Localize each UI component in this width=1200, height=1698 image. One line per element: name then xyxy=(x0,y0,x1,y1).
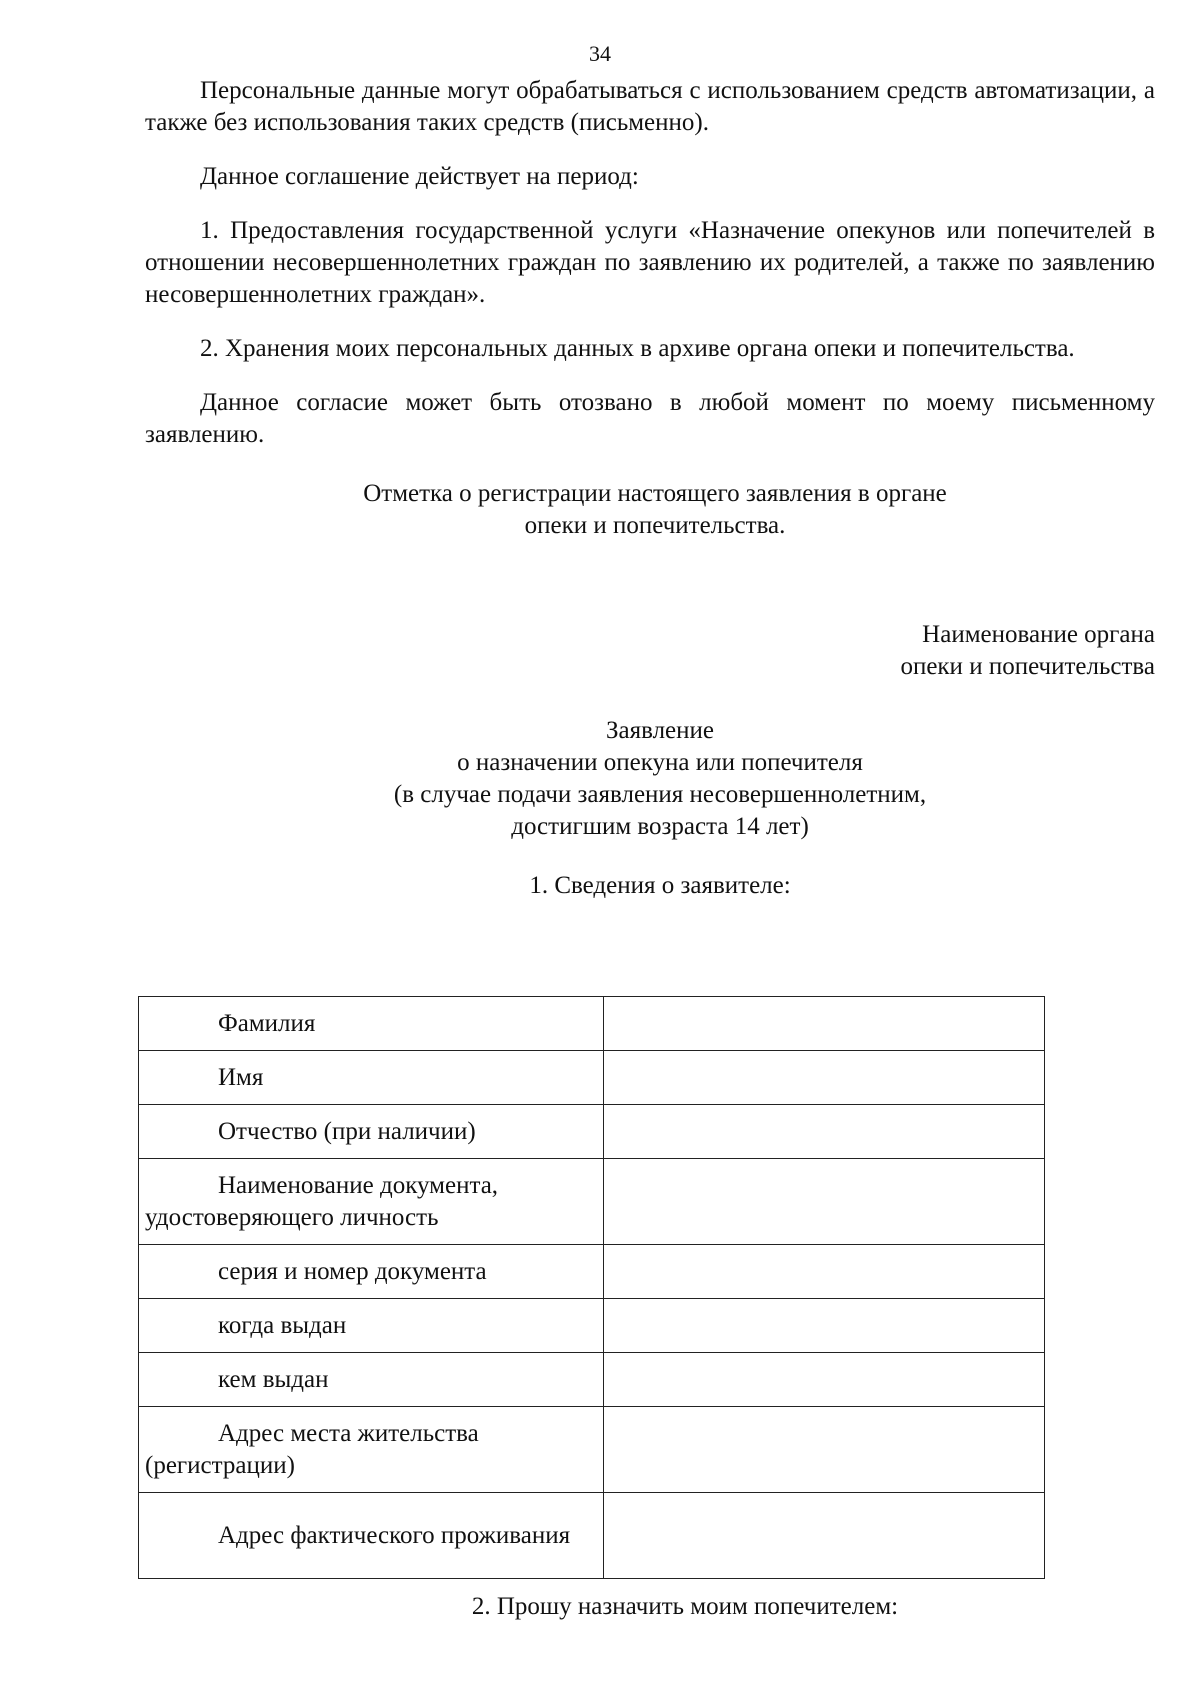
row-value-patronymic[interactable] xyxy=(604,1105,1045,1159)
row-label-issued-by: кем выдан xyxy=(139,1353,604,1407)
paragraph-archive: 2. Хранения моих персональных данных в архиве органа опеки и попечительства. xyxy=(200,335,1075,362)
paragraph-service: 1. Предоставления государственной услуги «Назначение опекунов или попечителей в отношении несовершеннолетних граждан по заявлению их родителей, а также по заявлению несовершеннолетних граждан». xyxy=(145,217,1155,308)
addressee-line-2: опеки и попечительства xyxy=(900,653,1155,680)
application-title-line-4: достигшим возраста 14 лет) xyxy=(511,813,809,840)
registration-note xyxy=(145,478,1155,542)
row-value-name[interactable] xyxy=(604,1051,1045,1105)
row-value-registration-address[interactable] xyxy=(604,1407,1045,1493)
table-row xyxy=(139,1105,1045,1159)
row-label-actual-address: Адрес фактического проживания xyxy=(139,1493,604,1579)
table-row xyxy=(139,1051,1045,1105)
section-1-title: 1. Сведения о заявителе: xyxy=(529,872,791,899)
page-number: 34 xyxy=(589,41,611,66)
paragraph-processing: Персональные данные могут обрабатываться с использованием средств автоматизации, а также без использования таких средств (письменно). xyxy=(145,77,1155,136)
paragraph-period: Данное соглашение действует на период: xyxy=(200,163,639,190)
application-title-line-2: о назначении опекуна или попечителя xyxy=(457,749,863,776)
addressee-block xyxy=(145,619,1155,683)
table-row xyxy=(139,1407,1045,1493)
table-row xyxy=(139,997,1045,1051)
registration-note-line-2: опеки и попечительства. xyxy=(524,512,786,539)
paragraph-revocation: Данное согласие может быть отозвано в любой момент по моему письменному заявлению. xyxy=(145,389,1155,448)
addressee-line-1: Наименование органа xyxy=(922,621,1155,648)
row-label-patronymic: Отчество (при наличии) xyxy=(139,1105,604,1159)
table-row xyxy=(139,1299,1045,1353)
row-label-registration-address: Адрес места жительства (регистрации) xyxy=(139,1407,604,1493)
application-title-line-3: (в случае подачи заявления несовершеннолетним, xyxy=(393,781,927,808)
row-value-id-document[interactable] xyxy=(604,1159,1045,1245)
application-title xyxy=(145,715,1155,843)
row-label-name: Имя xyxy=(139,1051,604,1105)
registration-note-line-1: Отметка о регистрации настоящего заявления в органе xyxy=(363,480,947,507)
document-body xyxy=(145,75,1155,902)
row-value-issue-date[interactable] xyxy=(604,1299,1045,1353)
row-label-issue-date: когда выдан xyxy=(139,1299,604,1353)
application-title-line-1: Заявление xyxy=(605,717,715,744)
row-value-surname[interactable] xyxy=(604,997,1045,1051)
table-row xyxy=(139,1353,1045,1407)
row-value-actual-address[interactable] xyxy=(604,1493,1045,1579)
applicant-info-table xyxy=(138,996,1045,1579)
table-row xyxy=(139,1245,1045,1299)
row-label-surname: Фамилия xyxy=(139,997,604,1051)
row-value-series-number[interactable] xyxy=(604,1245,1045,1299)
row-label-id-document: Наименование документа, удостоверяющего личность xyxy=(139,1159,604,1245)
section-2-title: 2. Прошу назначить моим попечителем: xyxy=(471,1593,899,1620)
row-value-issued-by[interactable] xyxy=(604,1353,1045,1407)
table-row xyxy=(139,1159,1045,1245)
table-row xyxy=(139,1493,1045,1579)
row-label-series-number: серия и номер документа xyxy=(139,1245,604,1299)
